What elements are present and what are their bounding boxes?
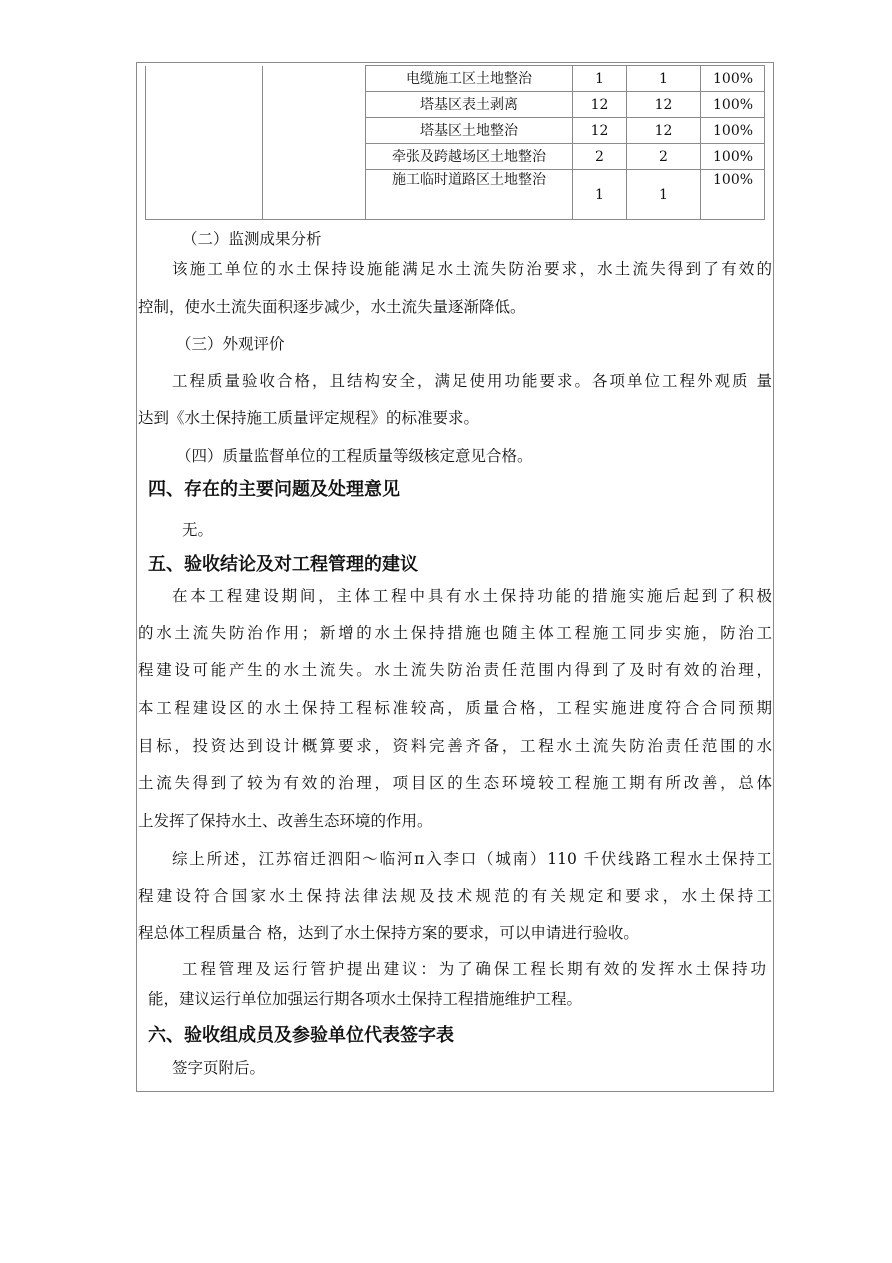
measure-name: 塔基区表土剥离: [366, 92, 573, 118]
completion-rate: 100%: [701, 118, 765, 144]
completion-rate: 100%: [701, 144, 765, 170]
measures-table: [145, 65, 765, 220]
planned-count: 12: [573, 118, 627, 144]
measure-name: 电缆施工区土地整治: [366, 66, 573, 92]
paragraph-line: 的水土流失防治作用；新增的水土保持措施也随主体工程施工同步实施，防治工: [138, 624, 772, 642]
paragraph-line: 综上所述，江苏宿迁泗阳～临河π入李口（城南）110 千伏线路工程水土保持工: [172, 850, 772, 868]
section-title-supervision: （四）质量监督单位的工程质量等级核定意见合格。: [176, 447, 533, 465]
paragraph-line: 达到《水土保持施工质量评定规程》的标准要求。: [138, 409, 480, 427]
planned-count: 1: [573, 66, 627, 92]
paragraph-line: 程建设可能产生的水土流失。水土流失防治责任范围内得到了及时有效的治理，: [138, 661, 772, 679]
table-row: [146, 66, 765, 92]
paragraph-line: 土流失得到了较为有效的治理，项目区的生态环境较工程施工期有所改善，总体: [138, 774, 772, 792]
done-count: 2: [627, 144, 701, 170]
completion-rate: 100%: [701, 66, 765, 92]
planned-count: 1: [573, 170, 627, 220]
paragraph-line: 本工程建设区的水土保持工程标准较高，质量合格，工程实施进度符合合同预期: [138, 699, 772, 717]
paragraph-line: 上发挥了保持水土、改善生态环境的作用。: [138, 812, 433, 830]
heading-signature-table: 六、验收组成员及参验单位代表签字表: [148, 1025, 454, 1046]
paragraph-line: 能，建议运行单位加强运行期各项水土保持工程措施维护工程。: [148, 990, 583, 1008]
paragraph-line: 程建设符合国家水土保持法律法规及技术规范的有关规定和要求，水土保持工: [138, 887, 772, 905]
planned-count: 12: [573, 92, 627, 118]
table-cell-blank: [263, 66, 366, 220]
paragraph-line: 签字页附后。: [172, 1059, 266, 1077]
completion-rate: 100%: [701, 92, 765, 118]
heading-main-issues: 四、存在的主要问题及处理意见: [148, 479, 400, 500]
done-count: 1: [627, 170, 701, 220]
table-cell-blank: [146, 66, 263, 220]
paragraph-line: 在本工程建设期间，主体工程中具有水土保持功能的措施实施后起到了积极: [172, 587, 772, 605]
section-title-appearance: （三）外观评价: [176, 335, 285, 353]
measure-name: 牵张及跨越场区土地整治: [366, 144, 573, 170]
paragraph-line: 程总体工程质量合 格，达到了水土保持方案的要求，可以申请进行验收。: [138, 924, 639, 942]
planned-count: 2: [573, 144, 627, 170]
paragraph-line: 该施工单位的水土保持设施能满足水土流失防治要求，水土流失得到了有效的: [172, 260, 772, 278]
paragraph-line: 控制，使水土流失面积逐步减少，水土流失量逐渐降低。: [138, 298, 526, 316]
done-count: 1: [627, 66, 701, 92]
paragraph-line: 目标，投资达到设计概算要求，资料完善齐备，工程水土流失防治责任范围的水: [138, 737, 772, 755]
paragraph-line: 工程质量验收合格，且结构安全，满足使用功能要求。各项单位工程外观质 量: [172, 372, 772, 390]
completion-rate: 100%: [701, 170, 765, 220]
done-count: 12: [627, 92, 701, 118]
heading-conclusion: 五、验收结论及对工程管理的建议: [148, 554, 418, 575]
measure-name: 塔基区土地整治: [366, 118, 573, 144]
paragraph-line: 无。: [182, 521, 214, 539]
done-count: 12: [627, 118, 701, 144]
measure-name: 施工临时道路区土地整治: [366, 170, 573, 220]
section-title-monitoring: （二）监测成果分析: [182, 230, 322, 248]
paragraph-line: 工程管理及运行管护提出建议：为了确保工程长期有效的发挥水土保持功: [182, 960, 766, 978]
